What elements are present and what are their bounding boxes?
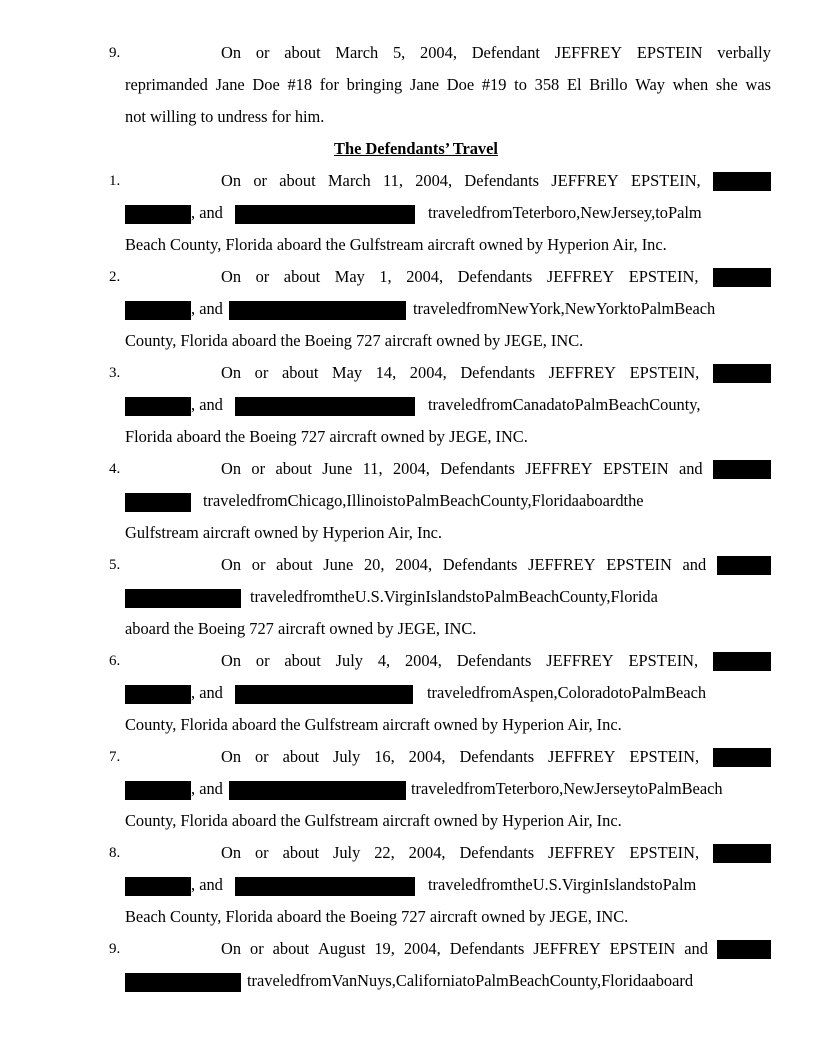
word: she (715, 75, 738, 94)
word: New (563, 779, 595, 798)
word: On (221, 843, 242, 862)
word: March (327, 171, 371, 190)
text-fragment (428, 197, 771, 229)
word: EPSTEIN (636, 43, 703, 62)
word: #19 (481, 75, 507, 94)
word: Beach (674, 299, 716, 318)
word: Beach (608, 395, 650, 414)
text-fragment (247, 965, 771, 997)
word: about (281, 363, 319, 382)
word: aboard (578, 491, 624, 510)
redaction-block (713, 844, 771, 863)
paragraph-line (125, 293, 771, 325)
word: traveled (203, 491, 256, 510)
word: EPSTEIN (606, 555, 672, 574)
word: from (480, 875, 513, 894)
word: to (471, 587, 485, 606)
word: 2004, (395, 555, 433, 574)
word: aboard (648, 971, 694, 990)
word: New (580, 203, 612, 222)
paragraph-line (125, 581, 771, 613)
word: from (465, 299, 498, 318)
word: County, (549, 971, 602, 990)
paragraph-line (221, 549, 771, 581)
word: County, (480, 491, 532, 510)
word: Jane (409, 75, 440, 94)
word: Palm (662, 875, 697, 894)
text-fragment (203, 485, 771, 517)
paragraph-line (125, 965, 771, 997)
word: On (221, 363, 242, 382)
word: York, (528, 299, 565, 318)
redaction-block (125, 205, 191, 224)
paragraph-line: Florida aboard the Boeing 727 aircraft owned by JEGE, INC. (125, 427, 528, 446)
word: Defendants (457, 267, 533, 286)
word: and (684, 939, 708, 958)
word: the (334, 587, 355, 606)
word: or (255, 267, 270, 286)
word: from (480, 395, 513, 414)
word: U.S. (354, 587, 384, 606)
text-fragment: , and (191, 299, 223, 318)
word: Jersey, (611, 203, 656, 222)
word: from (302, 587, 335, 606)
word: Defendants (460, 363, 535, 382)
word: or (255, 43, 270, 62)
word: Beach (665, 683, 707, 702)
redaction-block (717, 556, 771, 575)
paragraph-line (221, 645, 771, 677)
word: from (463, 779, 496, 798)
word: On (221, 939, 242, 958)
word: traveled (250, 587, 303, 606)
word: Islands (603, 875, 650, 894)
word: JEFFREY (546, 267, 615, 286)
paragraph-line (221, 165, 771, 197)
word: County, (559, 587, 611, 606)
word: JEFFREY (551, 171, 619, 190)
word: Defendants (449, 939, 525, 958)
word: EPSTEIN (603, 459, 669, 478)
word: about (284, 43, 321, 62)
word: or (255, 651, 270, 670)
word: JEFFREY (533, 939, 601, 958)
word: Brillo (589, 75, 628, 94)
redaction-block (717, 940, 771, 959)
word: and (678, 459, 703, 478)
redaction-block (713, 460, 771, 479)
word: EPSTEIN, (629, 363, 700, 382)
word: 2004, (409, 363, 447, 382)
redaction-block (713, 268, 771, 287)
word: Palm (667, 203, 702, 222)
word: JEFFREY (528, 555, 596, 574)
word: July (335, 651, 363, 670)
word: traveled (428, 395, 481, 414)
paragraph-number: 9. (109, 45, 121, 61)
word: 11, (362, 459, 383, 478)
word: about (282, 747, 319, 766)
word: traveled (428, 875, 481, 894)
word: 5, (392, 43, 406, 62)
redaction-block (235, 205, 415, 224)
word: about (272, 939, 310, 958)
text-fragment (411, 773, 771, 805)
paragraph-line: aboard the Boeing 727 aircraft owned by JEGE, INC. (125, 619, 477, 638)
word: EPSTEIN (609, 939, 676, 958)
word: Palm (647, 779, 682, 798)
word: Defendant (471, 43, 540, 62)
word: Palm (640, 299, 675, 318)
word: JEFFREY (546, 651, 614, 670)
paragraph-line (125, 69, 771, 101)
word: verbally (717, 43, 771, 62)
redaction-block (713, 748, 771, 767)
word: JEFFREY (548, 843, 616, 862)
text-fragment: , and (191, 203, 223, 222)
word: the (623, 491, 644, 510)
word: reprimanded (125, 75, 208, 94)
word: March (335, 43, 379, 62)
text-fragment (250, 581, 771, 613)
paragraph-line: Gulfstream aircraft owned by Hyperion Air, Inc. (125, 523, 443, 542)
word: Defendants (459, 843, 535, 862)
redaction-block (229, 301, 406, 320)
word: to (462, 971, 476, 990)
paragraph-number: 6. (109, 653, 121, 669)
word: Chicago, (287, 491, 347, 510)
word: Defendants (459, 747, 535, 766)
text-fragment: , and (191, 683, 223, 702)
text-fragment (428, 389, 771, 421)
word: New (497, 299, 529, 318)
word: Palm (631, 683, 666, 702)
paragraph-line (221, 933, 771, 965)
word: El (566, 75, 582, 94)
word: Florida (601, 971, 649, 990)
word: JEFFREY (548, 747, 616, 766)
word: or (253, 171, 267, 190)
word: traveled (428, 203, 481, 222)
paragraph-line (125, 869, 771, 901)
word: to (635, 779, 648, 798)
word: 2004, (420, 43, 457, 62)
word: Beach (508, 971, 550, 990)
word: U.S. (532, 875, 562, 894)
word: for (319, 75, 339, 94)
word: and (682, 555, 707, 574)
word: from (480, 203, 513, 222)
word: York (595, 299, 628, 318)
word: May (332, 363, 363, 382)
word: Canada (512, 395, 562, 414)
text-fragment: , and (191, 779, 223, 798)
word: from (299, 971, 332, 990)
word: or (254, 843, 269, 862)
word: JEFFREY (525, 459, 593, 478)
paragraph-number: 7. (109, 749, 121, 765)
word: about (283, 267, 321, 286)
word: or (254, 363, 269, 382)
word: 22, (374, 843, 395, 862)
text-fragment: , and (191, 875, 223, 894)
paragraph-line (221, 357, 771, 389)
paragraph-line (125, 677, 771, 709)
word: Colorado (557, 683, 619, 702)
word: County, (649, 395, 701, 414)
redaction-block (713, 172, 771, 191)
paragraph-line: Beach County, Florida aboard the Gulfstream aircraft owned by Hyperion Air, Inc. (125, 235, 667, 254)
redaction-block (125, 397, 191, 416)
word: California (395, 971, 463, 990)
word: from (479, 683, 512, 702)
word: about (282, 843, 319, 862)
redaction-block (125, 973, 241, 992)
word: Doe (252, 75, 280, 94)
paragraph-line: County, Florida aboard the Gulfstream aircraft owned by Hyperion Air, Inc. (125, 715, 622, 734)
word: #18 (287, 75, 313, 94)
word: to (561, 395, 575, 414)
paragraph-line (221, 261, 771, 293)
paragraph-number: 5. (109, 557, 121, 573)
word: JEFFREY (554, 43, 623, 62)
word: August (318, 939, 366, 958)
word: EPSTEIN, (628, 267, 699, 286)
word: 2004, (404, 651, 442, 670)
word: 2004, (406, 267, 444, 286)
paragraph-number: 2. (109, 269, 121, 285)
word: Illinois (346, 491, 393, 510)
word: EPSTEIN, (629, 747, 700, 766)
word: Beach (518, 587, 560, 606)
word: Virgin (561, 875, 604, 894)
word: EPSTEIN, (630, 171, 701, 190)
word: Defendants (442, 555, 518, 574)
redaction-block (125, 685, 191, 704)
paragraph-number: 4. (109, 461, 121, 477)
word: 4, (377, 651, 391, 670)
word: Islands (425, 587, 472, 606)
word: 2004, (408, 843, 446, 862)
word: traveled (413, 299, 466, 318)
word: On (221, 267, 242, 286)
paragraph-line (221, 453, 771, 485)
word: bringing (346, 75, 403, 94)
word: New (564, 299, 596, 318)
word: Defendants (440, 459, 515, 478)
word: the (512, 875, 533, 894)
word: Beach (681, 779, 723, 798)
redaction-block (125, 301, 191, 320)
word: about (275, 459, 312, 478)
word: On (221, 747, 242, 766)
word: when (672, 75, 709, 94)
redaction-block (125, 877, 191, 896)
word: about (284, 651, 321, 670)
word: EPSTEIN, (628, 651, 699, 670)
word: to (514, 75, 527, 94)
word: traveled (427, 683, 480, 702)
word: or (254, 747, 269, 766)
word: Defendants (464, 171, 540, 190)
word: traveled (411, 779, 464, 798)
paragraph-number: 3. (109, 365, 121, 381)
word: Way (635, 75, 665, 94)
word: 19, (374, 939, 395, 958)
paragraph-line: Beach County, Florida aboard the Boeing 727 aircraft owned by JEGE, INC. (125, 907, 629, 926)
word: about (279, 171, 316, 190)
text-fragment (427, 677, 771, 709)
paragraph-line (125, 197, 771, 229)
word: EPSTEIN, (629, 843, 700, 862)
word: Aspen, (511, 683, 558, 702)
word: Palm (574, 395, 609, 414)
word: traveled (247, 971, 300, 990)
word: Jersey (594, 779, 636, 798)
word: 358 (534, 75, 560, 94)
word: 14, (375, 363, 397, 382)
paragraph-line (221, 741, 771, 773)
text-fragment: , and (191, 395, 223, 414)
paragraph-line (125, 773, 771, 805)
redaction-block (125, 589, 241, 608)
word: May (334, 267, 365, 286)
word: was (745, 75, 771, 94)
word: to (618, 683, 632, 702)
word: to (655, 203, 668, 222)
redaction-block (235, 877, 415, 896)
word: On (221, 555, 242, 574)
word: Teterboro, (512, 203, 581, 222)
word: Palm (405, 491, 440, 510)
word: Jane (215, 75, 245, 94)
word: or (251, 555, 266, 574)
word: Beach (439, 491, 481, 510)
word: June (322, 459, 353, 478)
word: Palm (475, 971, 509, 990)
redaction-block (229, 781, 406, 800)
word: 2004, (403, 939, 441, 958)
paragraph-line (221, 837, 771, 869)
paragraph-number: 1. (109, 173, 121, 189)
word: JEFFREY (548, 363, 616, 382)
word: Florida (610, 587, 658, 606)
word: to (649, 875, 663, 894)
word: or (251, 459, 266, 478)
paragraph-line (125, 485, 771, 517)
word: Defendants (456, 651, 532, 670)
word: 1, (379, 267, 392, 286)
redaction-block (713, 652, 771, 671)
word: from (255, 491, 288, 510)
paragraph-line (125, 389, 771, 421)
word: On (221, 171, 242, 190)
paragraph-line: County, Florida aboard the Boeing 727 aircraft owned by JEGE, INC. (125, 331, 584, 350)
redaction-block (125, 781, 191, 800)
redaction-block (125, 493, 191, 512)
redaction-block (713, 364, 771, 383)
word: to (627, 299, 641, 318)
paragraph-line: County, Florida aboard the Gulfstream aircraft owned by Hyperion Air, Inc. (125, 811, 622, 830)
word: Teterboro, (495, 779, 564, 798)
word: 20, (363, 555, 385, 574)
word: 2004, (415, 171, 453, 190)
word: On (221, 43, 242, 62)
word: or (250, 939, 264, 958)
word: Van (331, 971, 358, 990)
word: Florida (531, 491, 579, 510)
word: Doe (446, 75, 475, 94)
word: 11, (383, 171, 403, 190)
section-heading: The Defendants’ Travel (334, 139, 498, 158)
word: July (332, 843, 361, 862)
paragraph-number: 8. (109, 845, 121, 861)
paragraph-number: 9. (109, 941, 121, 957)
word: Nuys, (357, 971, 396, 990)
text-fragment (413, 293, 771, 325)
word: Virgin (383, 587, 426, 606)
word: about (276, 555, 313, 574)
word: On (221, 459, 242, 478)
text-fragment (428, 869, 771, 901)
paragraph-line: not willing to undress for him. (125, 107, 325, 126)
redaction-block (235, 685, 413, 704)
paragraph-line (221, 37, 771, 69)
word: On (221, 651, 242, 670)
word: to (392, 491, 406, 510)
redaction-block (235, 397, 415, 416)
word: June (323, 555, 354, 574)
word: 2004, (408, 747, 446, 766)
word: 2004, (392, 459, 430, 478)
word: July (332, 747, 361, 766)
word: 16, (374, 747, 395, 766)
word: Palm (484, 587, 519, 606)
